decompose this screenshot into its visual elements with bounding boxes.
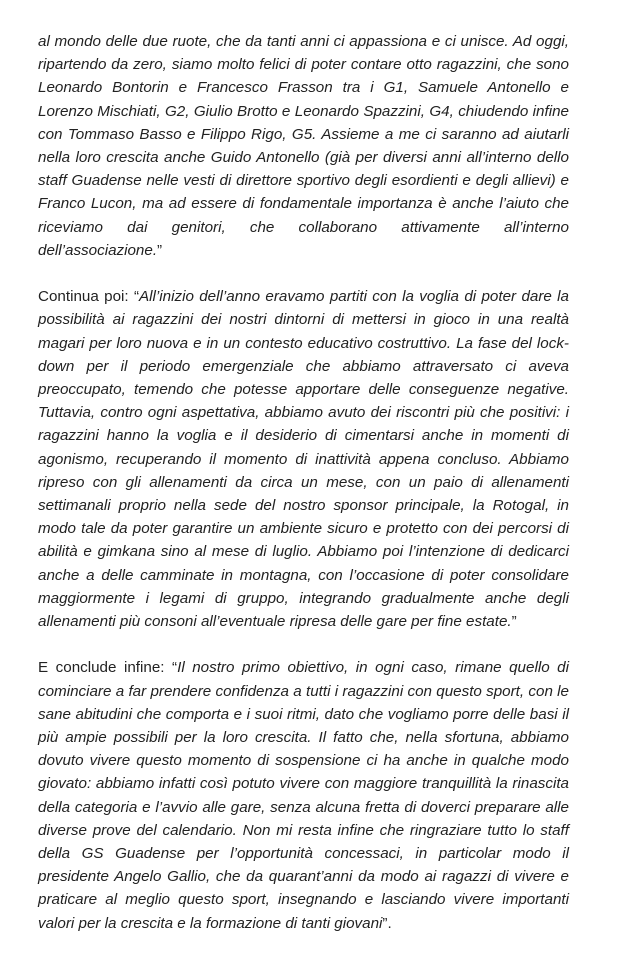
paragraph-2-tail: ” [511, 613, 517, 631]
document-page [38, 30, 569, 958]
paragraph-1-quote: al mondo delle due ruote, che da tanti anni ci appassiona e ci unisce. Ad oggi, ripartendo da zero, siamo molto felici di poter contare otto ragazzini, che sono Leonardo Bontorin e Francesco Frasson tra i G1, Samuele Antonello e Lorenzo Mischiati, G2, Giulio Brotto e Leonardo Spazzini, G4, chiudendo infine con Tommaso Basso e Filippo Rigo, G5. Assieme a me ci saranno ad aiutarli nella loro crescita anche Guido Antonello (già per diversi anni all’interno dello staff Guadense nelle vesti di direttore sportivo degli esordienti e degli allievi) e Franco Lucon, ma ad essere di fondamentale importanza è anche l’aiuto che riceviamo dai genitori, che collaborano attivamente all’interno dell’associazione. [38, 33, 569, 259]
paragraph-2 [38, 285, 569, 633]
paragraph-3 [38, 656, 569, 934]
paragraph-3-quote: Il nostro primo obiettivo, in ogni caso, rimane quello di cominciare a far prendere confidenza a tutti i ragazzini con questo sport, con le sane abitudini che comporta e i suoi ritmi, dato che vogliamo porre delle basi il più ampie possibili per la loro crescita. Il fatto che, nella sfortuna, abbiamo dovuto vivere questo momento di sospensione ci ha anche in qualche modo giovato: abbiamo infatti così potuto vivere con maggiore tranquillità la rinascita della categoria e l’avvio alle gare, senza alcuna fretta di doverci preparare alle diverse prove del calendario. Non mi resta infine che ringraziare tutto lo staff della GS Guadense per l’opportunità concessaci, in particolar modo il presidente Angelo Gallio, che da quarant’anni da modo ai ragazzi di vivere e praticare al meglio questo sport, insegnando e lasciando vivere importanti valori per la crescita e la formazione di tanti giovani [38, 659, 569, 932]
paragraph-1-tail: ” [157, 241, 163, 259]
paragraph-1 [38, 30, 569, 262]
paragraph-3-tail: ”. [382, 914, 392, 932]
paragraph-3-lead: E conclude infine: “ [38, 659, 178, 677]
paragraph-2-quote: All’inizio dell’anno eravamo partiti con la voglia di poter dare la possibilità ai ragazzini dei nostri dintorni di mettersi in gioco in una realtà magari per loro nuova e in un contesto educativo costruttivo. La fase del lock-down per il periodo emergenziale che abbiamo attraversato ci aveva preoccupato, temendo che potesse apportare delle conseguenze negative. Tuttavia, contro ogni aspettativa, abbiamo avuto dei riscontri più che positivi: i ragazzini hanno la voglia e il desiderio di cimentarsi anche in momenti di agonismo, recuperando il momento di inattività appena concluso. Abbiamo ripreso con gli allenamenti da circa un mese, con un paio di allenamenti settimanali proprio nella sede del nostro sponsor principale, la Rotogal, in modo tale da poter garantire un ambiente sicuro e protetto con dei percorsi di abilità e gimkana sino al mese di luglio. Abbiamo poi l’intenzione di dedicarci anche a delle camminate in montagna, con l’occasione di poter consolidare maggiormente i legami di gruppo, integrando gradualmente anche degli allenamenti più consoni all’eventuale ripresa delle gare per fine estate. [38, 288, 569, 631]
paragraph-2-lead: Continua poi: “ [38, 288, 140, 306]
